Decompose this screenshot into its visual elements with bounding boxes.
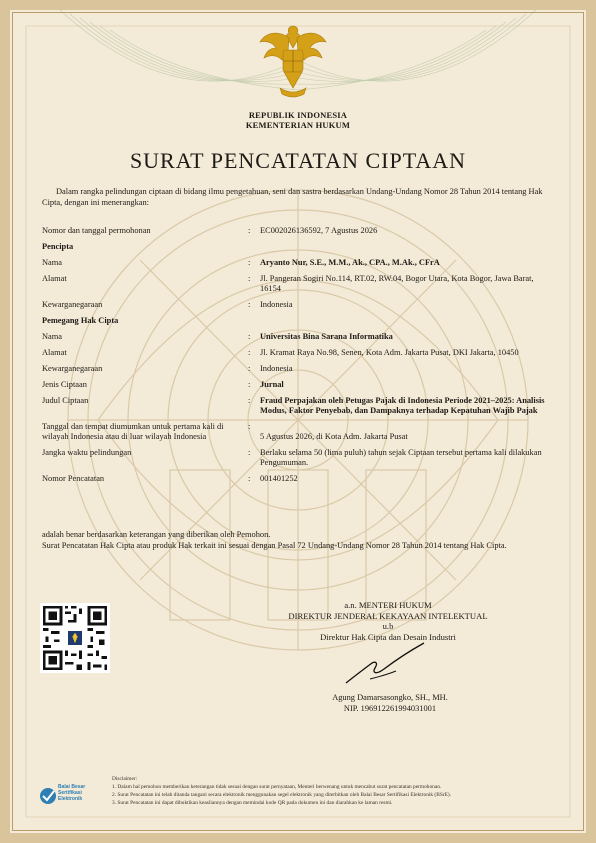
closing-line-1: adalah benar berdasarkan keterangan yang diberikan oleh Pemohon.	[42, 530, 271, 539]
announce-row	[42, 422, 552, 442]
application-value: EC002026136592, 7 Agustus 2026	[260, 226, 378, 235]
bsre-line-1: Balai Besar	[58, 784, 86, 790]
signature-line-2: DIREKTUR JENDERAL KEKAYAAN INTELEKTUAL	[288, 610, 488, 621]
holder-name-label: Nama	[42, 332, 62, 341]
disclaimer-item-2: 2. Surat Pencatatan ini telah ditanda tangani secara elektronik menggunakan segel elektronik yang diterbitkan oleh Balai Besar Sertifikasi Elektronik (BSrE).	[112, 792, 452, 798]
work-type-row	[42, 380, 552, 390]
holder-address-row	[42, 348, 552, 358]
separator: :	[248, 474, 251, 483]
separator: :	[248, 274, 251, 283]
holder-nationality-row	[42, 364, 552, 374]
separator: :	[248, 332, 251, 341]
separator: :	[248, 348, 251, 357]
holder-name-row	[42, 332, 552, 342]
separator: :	[248, 422, 251, 431]
period-row	[42, 448, 552, 468]
signature-line-4: Direktur Hak Cipta dan Desain Industri	[320, 631, 456, 642]
creator-address-label: Alamat	[42, 274, 67, 283]
handwritten-signature	[326, 635, 446, 695]
holder-heading: Pemegang Hak Cipta	[42, 316, 119, 325]
bsre-label	[58, 785, 85, 802]
holder-nationality-label: Kewarganegaraan	[42, 364, 103, 373]
intro-paragraph: Dalam rangka pelindungan ciptaan di bidang ilmu pengetahuan, seni dan sastra berdasarkan Undang-Undang Nomor 28 Tahun 2014 tentang Hak Cipta, dengan ini menerangkan:	[42, 187, 543, 207]
holder-address: Jl. Kramat Raya No.98, Senen, Kota Adm. Jakarta Pusat, DKI Jakarta, 10450	[260, 348, 519, 357]
qr-code-icon[interactable]	[40, 603, 110, 673]
creator-address-row	[42, 274, 552, 294]
announce-value: 5 Agustus 2026, di Kota Adm. Jakarta Pusat	[260, 432, 408, 441]
signer-nip: NIP. 196912261994031001	[343, 703, 437, 713]
disclaimer-heading: Disclaimer:	[112, 776, 138, 782]
disclaimer	[112, 775, 562, 807]
creator-name-row	[42, 258, 552, 268]
separator: :	[248, 448, 251, 457]
document-title: SURAT PENCATATAN CIPTAAN	[129, 148, 467, 173]
creator-heading: Pencipta	[42, 242, 74, 251]
separator: :	[248, 380, 251, 389]
record-number: 001401252	[260, 474, 298, 483]
record-number-label: Nomor Pencatatan	[42, 474, 105, 483]
application-row	[42, 226, 552, 236]
application-label: Nomor dan tanggal permohonan	[42, 226, 151, 235]
record-number-row	[42, 474, 552, 484]
creator-address: Jl. Pangeran Sogiri No.114, RT.02, RW.04, Bogor Utara, Kota Bogor, Jawa Barat, 16154	[260, 274, 534, 293]
work-title-label: Judul Ciptaan	[42, 396, 89, 405]
signer-name: Agung Damarsasongko, SH., MH.	[332, 693, 448, 702]
bsre-line-3: Elektronik	[58, 795, 83, 802]
signature-line-1: a.n. MENTERI HUKUM	[344, 600, 432, 610]
creator-name-label: Nama	[42, 258, 62, 267]
details-section	[42, 226, 552, 490]
creator-name: Aryanto Nur, S.E., M.M., Ak., CPA., M.Ak., CFrA	[260, 258, 440, 267]
closing-line-2: Surat Pencatatan Hak Cipta atau produk Hak terkait ini sesuai dengan Pasal 72 Undang-Undang Nomor 28 Tahun 2014 tentang Hak Cipta.	[42, 540, 507, 550]
signer-block	[300, 693, 480, 714]
country-name: REPUBLIK INDONESIA	[248, 110, 348, 120]
period-label: Jangka waktu pelindungan	[42, 448, 132, 457]
separator: :	[248, 258, 251, 267]
period-value: Berlaku selama 50 (lima puluh) tahun sejak Ciptaan tersebut pertama kali dilakukan Pengumuman.	[260, 448, 542, 467]
separator: :	[248, 396, 251, 405]
separator: :	[248, 300, 251, 309]
creator-nationality-row	[42, 300, 552, 310]
separator: :	[248, 226, 251, 235]
closing-text	[42, 530, 552, 551]
garuda-emblem-icon	[258, 18, 328, 108]
announce-label: Tanggal dan tempat diumumkan untuk pertama kali di wilayah Indonesia atau di luar wilayah Indonesia	[42, 422, 224, 441]
signature-line-3: u.b	[382, 621, 394, 631]
separator: :	[248, 364, 251, 373]
disclaimer-item-3: 3. Surat Pencatatan ini dapat dibuktikan keasliannya dengan memindai kode QR pada dokumen ini dan diarahkan ke laman resmi.	[112, 800, 393, 806]
creator-nationality: Indonesia	[260, 300, 293, 309]
ministry-name: KEMENTERIAN HUKUM	[245, 120, 351, 130]
holder-address-label: Alamat	[42, 348, 67, 357]
work-title-row	[42, 396, 552, 416]
holder-name: Universitas Bina Sarana Informatika	[260, 332, 393, 341]
bsre-line-2: Sertifikasi	[58, 789, 82, 796]
work-type-label: Jenis Ciptaan	[42, 380, 87, 389]
work-type: Jurnal	[260, 380, 284, 389]
creator-nationality-label: Kewarganegaraan	[42, 300, 103, 309]
disclaimer-item-1: 1. Dalam hal pemohon memberikan keterangan tidak sesuai dengan surat pernyataan, Menteri berwenang untuk mencabut surat pencatatan permohonan.	[112, 784, 442, 790]
work-title: Fraud Perpajakan oleh Petugas Pajak di Indonesia Periode 2021–2025: Analisis Modus, Faktor Penyebab, dan Dampaknya terhadap Kepatuhan Wajib Pajak	[260, 396, 545, 415]
holder-nationality: Indonesia	[260, 364, 293, 373]
